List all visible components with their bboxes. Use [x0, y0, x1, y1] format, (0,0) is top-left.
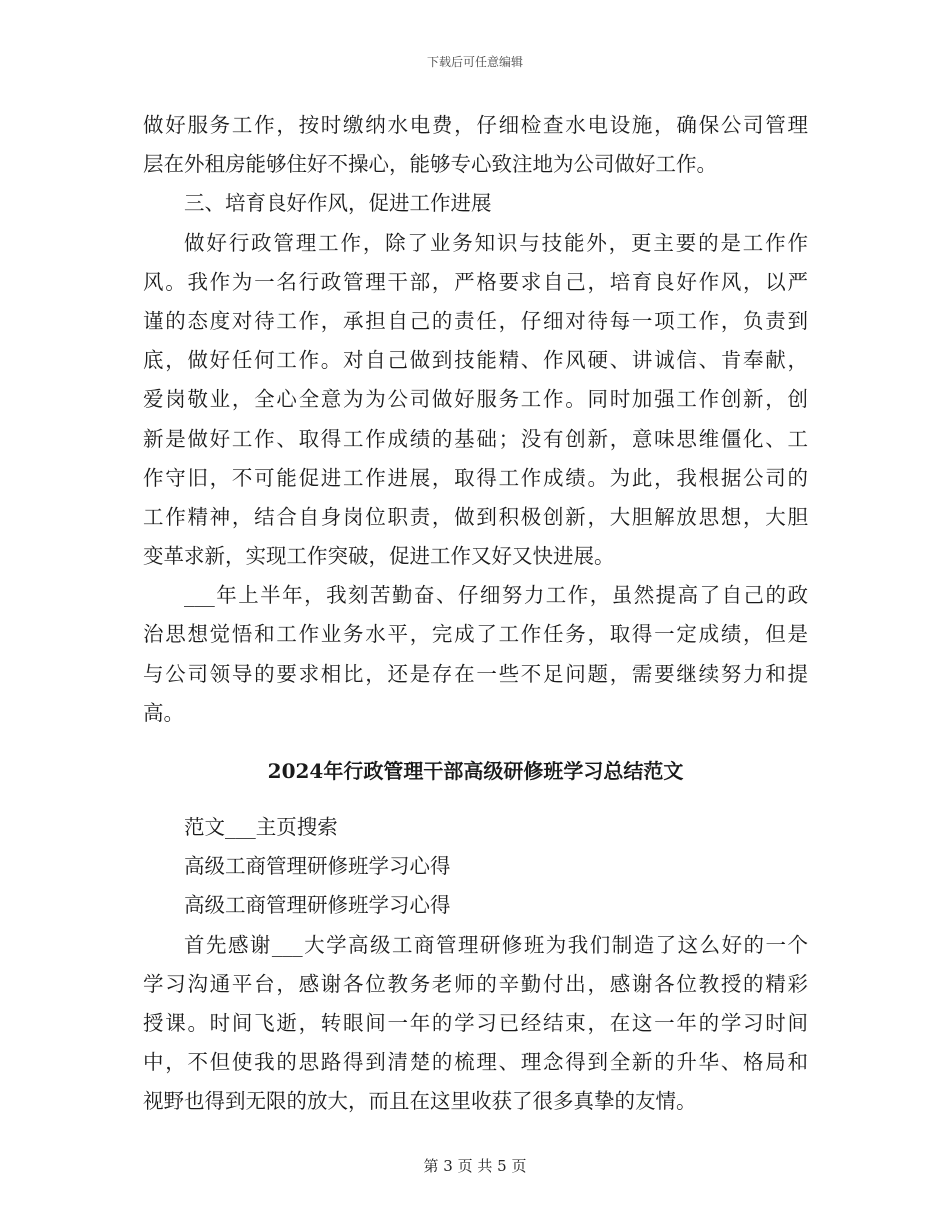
paragraph-line: 底，做好任何工作。对自己做到技能精、作风硬、讲诚信、肯奉献，	[143, 348, 808, 373]
paragraph-line: 与公司领导的要求相比，还是存在一些不足问题，需要继续努力和提	[143, 661, 808, 686]
paragraph-line: 视野也得到无限的放大，而且在这里收获了很多真挚的友情。	[143, 1089, 697, 1114]
paragraph-line: 工作精神，结合自身岗位职责，做到积极创新，大胆解放思想，大胆	[143, 504, 808, 529]
page-header-note: 下载后可任意编辑	[426, 55, 523, 69]
paragraph-line: 谨的态度对待工作，承担自己的责任，仔细对待每一项工作，负责到	[143, 308, 808, 333]
paragraph-line: 做好服务工作，按时缴纳水电费，仔细检查水电设施，确保公司管理	[143, 113, 808, 137]
paragraph-line: 首先感谢___大学高级工商管理研修班为我们制造了这么好的一个	[184, 932, 808, 957]
paragraph-line: 治思想觉悟和工作业务水平，完成了工作任务，取得一定成绩，但是	[143, 622, 808, 647]
paragraph-line: 风。我作为一名行政管理干部，严格要求自己，培育良好作风，以严	[143, 269, 808, 294]
section-heading: 三、培育良好作风，促进工作进展	[184, 191, 492, 216]
paragraph-line: 作守旧，不可能促进工作进展，取得工作成绩。为此，我根据公司的	[143, 465, 808, 490]
paragraph-line: 学习沟通平台，感谢各位教务老师的辛勤付出，感谢各位教授的精彩	[143, 971, 808, 996]
paragraph-line: 中，不但使我的思路得到清楚的梳理、理念得到全新的升华、格局和	[143, 1050, 808, 1075]
paragraph-line: 爱岗敬业，全心全意为为公司做好服务工作。同时加强工作创新，创	[143, 387, 808, 412]
document-body	[143, 106, 808, 1122]
page-number: 第 3 页 共 5 页	[423, 1157, 527, 1175]
paragraph-line: 新是做好工作、取得工作成绩的基础；没有创新，意味思维僵化、工	[143, 426, 808, 451]
lead-line: 高级工商管理研修班学习心得	[184, 854, 451, 879]
paragraph-line: 做好行政管理工作，除了业务知识与技能外，更主要的是工作作	[184, 230, 808, 255]
paragraph-line: 高。	[143, 700, 184, 725]
paragraph-line: 层在外租房能够住好不操心，能够专心致注地为公司做好工作。	[143, 152, 717, 177]
paragraph-line: ___年上半年，我刻苦勤奋、仔细努力工作，虽然提高了自己的政	[184, 583, 808, 608]
document-title: 2024年行政管理干部高级研修班学习总结范文	[267, 759, 684, 783]
paragraph-line: 变革求新，实现工作突破，促进工作又好又快进展。	[143, 544, 615, 569]
lead-line: 高级工商管理研修班学习心得	[184, 893, 451, 918]
lead-line: 范文___主页搜索	[184, 815, 338, 839]
paragraph-line: 授课。时间飞逝，转眼间一年的学习已经结束，在这一年的学习时间	[143, 1010, 808, 1035]
